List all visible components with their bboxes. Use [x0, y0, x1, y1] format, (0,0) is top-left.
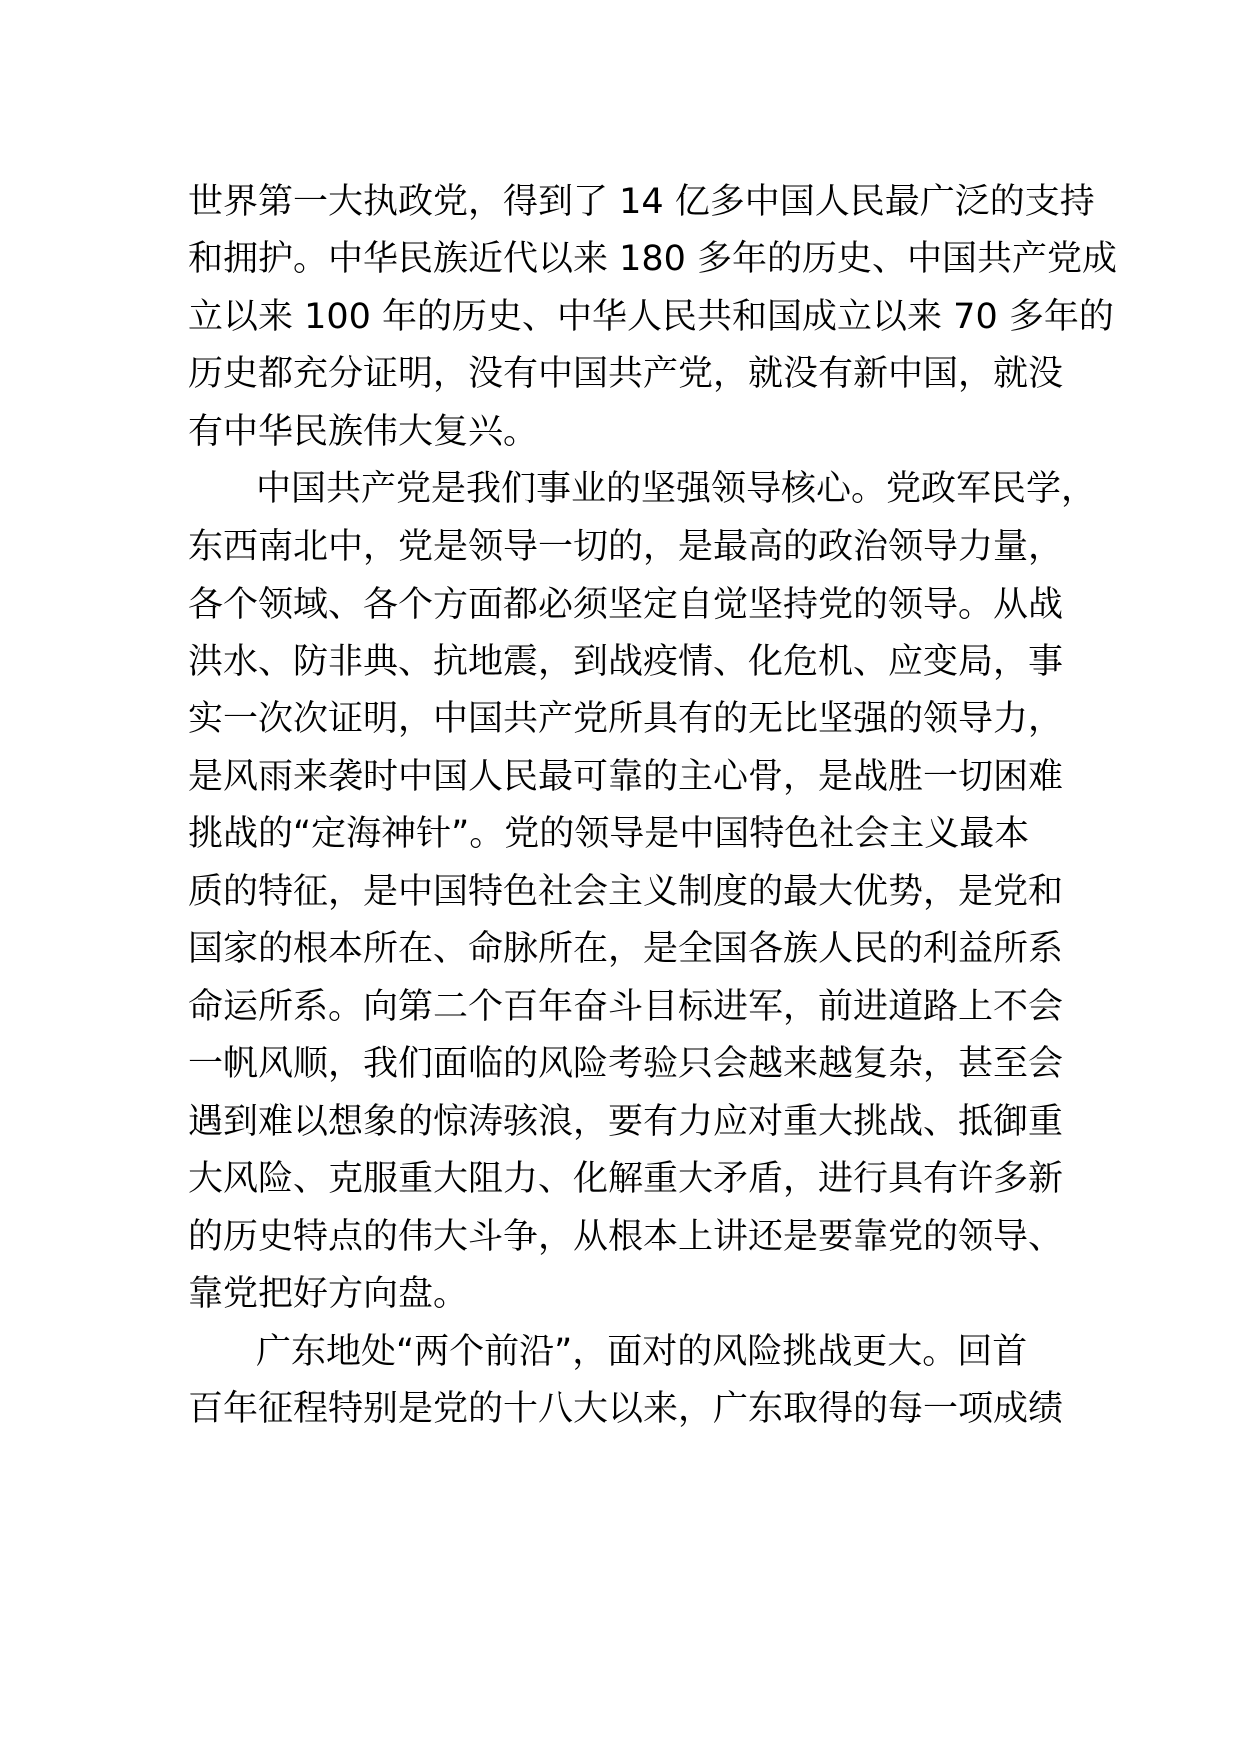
text-line: 命运所系。向第二个百年奋斗目标进军，前进道路上不会 — [188, 987, 1064, 1027]
text-line: 靠党把好方向盘。 — [188, 1274, 469, 1314]
text-line: 世界第一大执政党，得到了 14 亿多中国人民最广泛的支持 — [188, 182, 1095, 222]
paragraph-first-line: 中国共产党是我们事业的坚强领导核心。党政军民学， — [256, 469, 1097, 509]
paragraph-first-line: 广东地处“两个前沿”，面对的风险挑战更大。回首 — [256, 1332, 1028, 1372]
text-line: 各个领域、各个方面都必须坚定自觉坚持党的领导。从战 — [188, 585, 1064, 625]
text-line: 实一次次证明，中国共产党所具有的无比坚强的领导力， — [188, 699, 1064, 739]
text-line: 的历史特点的伟大斗争，从根本上讲还是要靠党的领导、 — [188, 1217, 1064, 1257]
text-line: 大风险、克服重大阻力、化解重大矛盾，进行具有许多新 — [188, 1159, 1064, 1199]
text-line: 有中华民族伟大复兴。 — [188, 412, 539, 452]
text-line: 洪水、防非典、抗地震，到战疫情、化危机、应变局，事 — [188, 642, 1064, 682]
text-line: 遇到难以想象的惊涛骇浪，要有力应对重大挑战、抵御重 — [188, 1102, 1064, 1142]
text-line: 挑战的“定海神针”。党的领导是中国特色社会主义最本 — [188, 814, 1030, 854]
text-line: 国家的根本所在、命脉所在，是全国各族人民的利益所系 — [188, 929, 1064, 969]
text-line: 立以来 100 年的历史、中华人民共和国成立以来 70 多年的 — [188, 297, 1114, 337]
text-line: 一帆风顺，我们面临的风险考验只会越来越复杂，甚至会 — [188, 1044, 1064, 1084]
text-line: 和拥护。中华民族近代以来 180 多年的历史、中国共产党成 — [188, 239, 1118, 279]
text-line: 东西南北中，党是领导一切的，是最高的政治领导力量， — [188, 527, 1064, 567]
text-line: 是风雨来袭时中国人民最可靠的主心骨，是战胜一切困难 — [188, 757, 1064, 797]
text-line: 质的特征，是中国特色社会主义制度的最大优势，是党和 — [188, 872, 1064, 912]
text-line: 百年征程特别是党的十八大以来，广东取得的每一项成绩 — [188, 1389, 1064, 1429]
text-line: 历史都充分证明，没有中国共产党，就没有新中国，就没 — [188, 354, 1064, 394]
